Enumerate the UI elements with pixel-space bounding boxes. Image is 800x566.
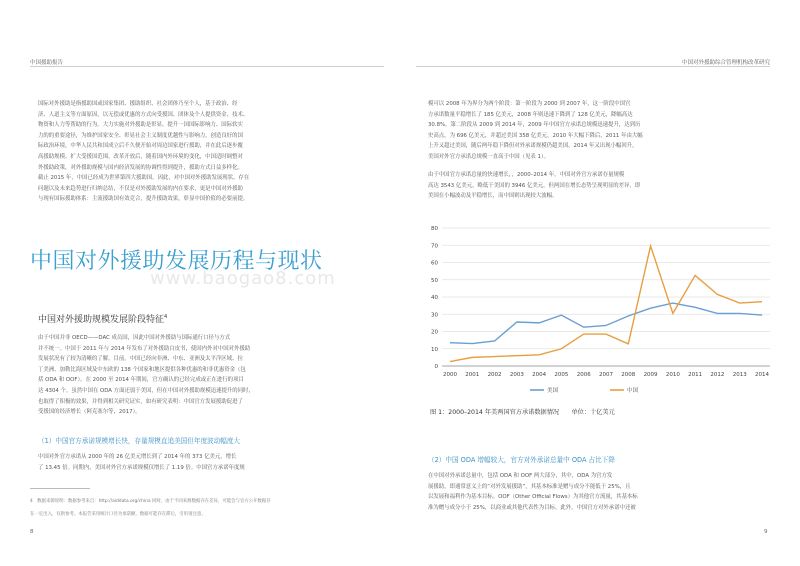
page-number-left: 8 [30, 529, 34, 535]
y-tick-label: 60 [431, 260, 438, 267]
intro-line: 高援助规模、扩大受援国范围。改革开放后，随着国内外环境的变化，中国适时调整对 [38, 153, 243, 160]
footnote-line: 4 数据来源说明：数据参考来自：http://aiddata.org/china 同时，由于不同来源数据存在差异，可能会与官方公开数据存 [30, 499, 271, 505]
footnote-divider [30, 488, 90, 489]
right-paragraph-3-line: 以发展和福利作为基本目标。OOF（Other Official Flows）为其他官方流量，其基本标 [428, 494, 638, 501]
y-tick-label: 10 [431, 346, 438, 353]
right-paragraph-2 [428, 170, 768, 202]
right-paragraph-1-line: 30.8%。第二阶段从 2009 到 2014 年，2009 年中国官方承诺总规模迅速提升，达到历 [428, 122, 641, 129]
intro-line: 与现有国际援助体系：主流援助国有效竞合，提升援助效果，彰显中国价值的必要前提。 [38, 196, 249, 203]
right-paragraph-3 [428, 471, 768, 513]
intro-paragraph [38, 99, 378, 205]
right-paragraph-2-line: 美国在小幅波动及平稳增长，而中国则出现较大波幅。 [428, 193, 558, 200]
right-paragraph-2-line: 由于中国官方承诺总量的快速增长，，2000–2014 年，中国对外官方承诺存量规模 [428, 172, 625, 178]
right-paragraph-1-line: 美国对外官方承诺总规模一直高于中国（见表 1）。 [428, 153, 550, 160]
series-line-china [450, 246, 762, 362]
intro-line: 问题以及未来趋势进行归纳总结，不仅是对外援助发展的内在要求，更是中国对外援助 [38, 185, 243, 192]
x-axis-ticks [443, 372, 769, 378]
y-tick-label: 70 [431, 243, 438, 250]
chart-legend [530, 386, 639, 394]
x-tick-label: 2001 [465, 372, 480, 378]
header-right: 中国对外援助综合管理机构改革研究 [681, 60, 770, 66]
line-chart [420, 220, 780, 402]
footnote-line: 在一定出入，仅供参考。本报告采用统计口径为承诺额，数据可能存在滞后，引用请注意。 [30, 511, 206, 517]
x-tick-label: 2003 [509, 372, 524, 378]
x-tick-label: 2000 [443, 372, 457, 378]
intro-line: 济、人道主义等方面原因，以无偿或优惠的方式向受援国、团体及个人提供资金、技术、 [38, 111, 249, 118]
paragraph-1-line: 发展状况有了较为清晰的了解。目前，中国已经向非洲、中东、亚洲及太平洋区域、拉 [38, 356, 243, 363]
paragraph-1-line: 达 4304 个。虽然中国在 ODA 方面还弱于美国，但在中国对外援助规模迅速提升的同时， [38, 387, 254, 394]
right-paragraph-1-line: 方承诺数量平稳增长了 185 亿美元，2008 年则迅速下降到了 128 亿美元，降幅高达 [428, 111, 633, 118]
right-paragraph-1-line: 上升又超过美国，随后两年稳下降但对外承诺规模仍超美国，2014 年又出现小幅回升， [428, 143, 638, 150]
header-divider-right [416, 66, 770, 67]
intro-line: 物资和人力等帮助的行为。大力实施对外援助是彰显、提升一国国际影响力、国际软实 [38, 122, 243, 129]
right-paragraph-1 [428, 99, 768, 163]
y-tick-label: 80 [431, 226, 438, 232]
paragraph-1-line: 并不统一。中国于 2011 年与 2014 年发布了对外援助白皮书，使国内外对中国对外援助 [38, 345, 251, 352]
paragraph-2-line: 了 13.45 倍。同期内，美国对外官方承诺规模仅增长了 1.19 倍。中国官方承诺年度规 [38, 464, 245, 471]
right-paragraph-2-line: 高达 3543 亿美元，略低于美国的 3946 亿美元，但两国在增长态势呈现明显的差异，即 [428, 182, 641, 189]
watermark: www.baogao8.com [150, 268, 336, 289]
intro-line: 国际对外援助是指援助国或国家集团、援助组织、社会团体乃至个人，基于政治、经 [38, 101, 238, 107]
x-tick-label: 2005 [554, 372, 569, 378]
intro-line: 力的的重要途径，为维护国家安全、彰显社会主义制度优越性与影响力，创造良好的国 [38, 132, 243, 139]
right-paragraph-1-line: 模可以 2008 年为界分为两个阶段：第一阶段为 2000 到 2007 年，这一阶段中国官 [428, 101, 631, 107]
subsection-title [38, 312, 167, 325]
x-tick-label: 2011 [688, 372, 703, 378]
x-tick-label: 2014 [755, 372, 769, 378]
series-line-usa [450, 303, 762, 344]
intro-line: 截止 2015 年，中国已经成为世界第四大援助国。因此，对中国对外援助发展现状、存在 [38, 175, 250, 182]
legend-label: 美国 [547, 388, 559, 394]
right-paragraph-3-line: 准为赠与成分小于 25%，以商业或其他代表性为目标。此外，中国官方对外承诺中还被 [428, 504, 636, 511]
paragraph-1 [38, 333, 378, 418]
subsection-title-text: 中国对外援助规模发展阶段特征 [38, 315, 165, 325]
x-tick-label: 2009 [643, 372, 658, 378]
x-tick-label: 2006 [576, 372, 591, 378]
right-paragraph-1-line: 史高点，为 696 亿美元，并超过美国 358 亿美元，2010 年大幅下降后，2011 年由大幅 [428, 132, 643, 139]
x-tick-label: 2007 [599, 372, 613, 378]
figure-caption: 图 1：2000–2014 年美两国官方承诺数据情况 单位：十亿美元 [430, 409, 615, 416]
page-number-right: 9 [764, 529, 768, 535]
footnote [30, 494, 378, 523]
paragraph-1-line: 丁美洲、加勒比海区域及中东欧的 138 个国家和地区提供各种优惠的和非优惠资金（包 [38, 366, 246, 373]
intro-line: 际政治环境，中华人民共和国成立后不久便开始对周边国家进行援助，并在此后逐步覆 [38, 143, 243, 150]
y-axis-ticks [431, 226, 439, 370]
x-tick-label: 2004 [532, 372, 547, 378]
x-tick-label: 2013 [732, 372, 747, 378]
paragraph-1-line: 受援国的经济增长（阿克塞尔等，2017）。 [38, 409, 141, 416]
paragraph-2 [38, 452, 378, 473]
chart-series [450, 246, 762, 362]
paragraph-1-line: 由于中国并非 OECD——DAC 成员国，因此中国对外援助与国际通行口径与方式 [38, 335, 231, 341]
section-title: 中国对外援助发展历程与现状 [30, 249, 323, 274]
heading-1: （1）中国官方承诺规模增长快，存量规模直追美国但年度波动幅度大 [38, 437, 241, 445]
paragraph-1-line: 括 ODA 和 OOF）。在 2000 至 2014 年期间，官方确认的已经完成或正在进行的项目 [38, 377, 244, 384]
x-tick-label: 2008 [621, 372, 636, 378]
y-tick-label: 30 [431, 312, 438, 319]
header-left: 中国援助报告 [30, 60, 64, 66]
right-paragraph-3-line: 在中国对外承诺总量中，包括 ODA 和 OOF 两大部分，其中，ODA 为官方发 [428, 473, 613, 479]
paragraph-2-line: 中国对外官方承诺从 2000 年的 26 亿美元增长到了 2014 年的 373 亿美元，增长 [38, 454, 237, 460]
x-tick-label: 2012 [710, 372, 725, 378]
x-tick-label: 2010 [665, 372, 680, 378]
intro-line: 外援助政策，对外援助规模与国内经济发展的协调性得到提升，援助方式日益多样化。 [38, 164, 243, 171]
x-tick-label: 2002 [487, 372, 502, 378]
y-tick-label: 50 [431, 277, 438, 284]
y-tick-label: 40 [431, 295, 438, 301]
chart-grid [442, 228, 770, 366]
legend-label: 中国 [627, 388, 639, 394]
right-paragraph-3-line: 展援助，即通常意义上的“对外发展援助”，其基本标准是赠与成分不能低于 25%，且 [428, 483, 631, 490]
heading-2: （2）中国 ODA 增幅较大，官方对外承诺总量中 ODA 占比下降 [428, 456, 615, 464]
header-divider [30, 66, 384, 67]
y-tick-label: 0 [434, 364, 438, 370]
paragraph-1-line: 也取得了积极的效果，并得到相关研究证实，如有研究表明：中国官方发展援助促进了 [38, 398, 243, 405]
y-tick-label: 20 [431, 329, 438, 336]
footnote-ref: 4 [164, 314, 168, 320]
